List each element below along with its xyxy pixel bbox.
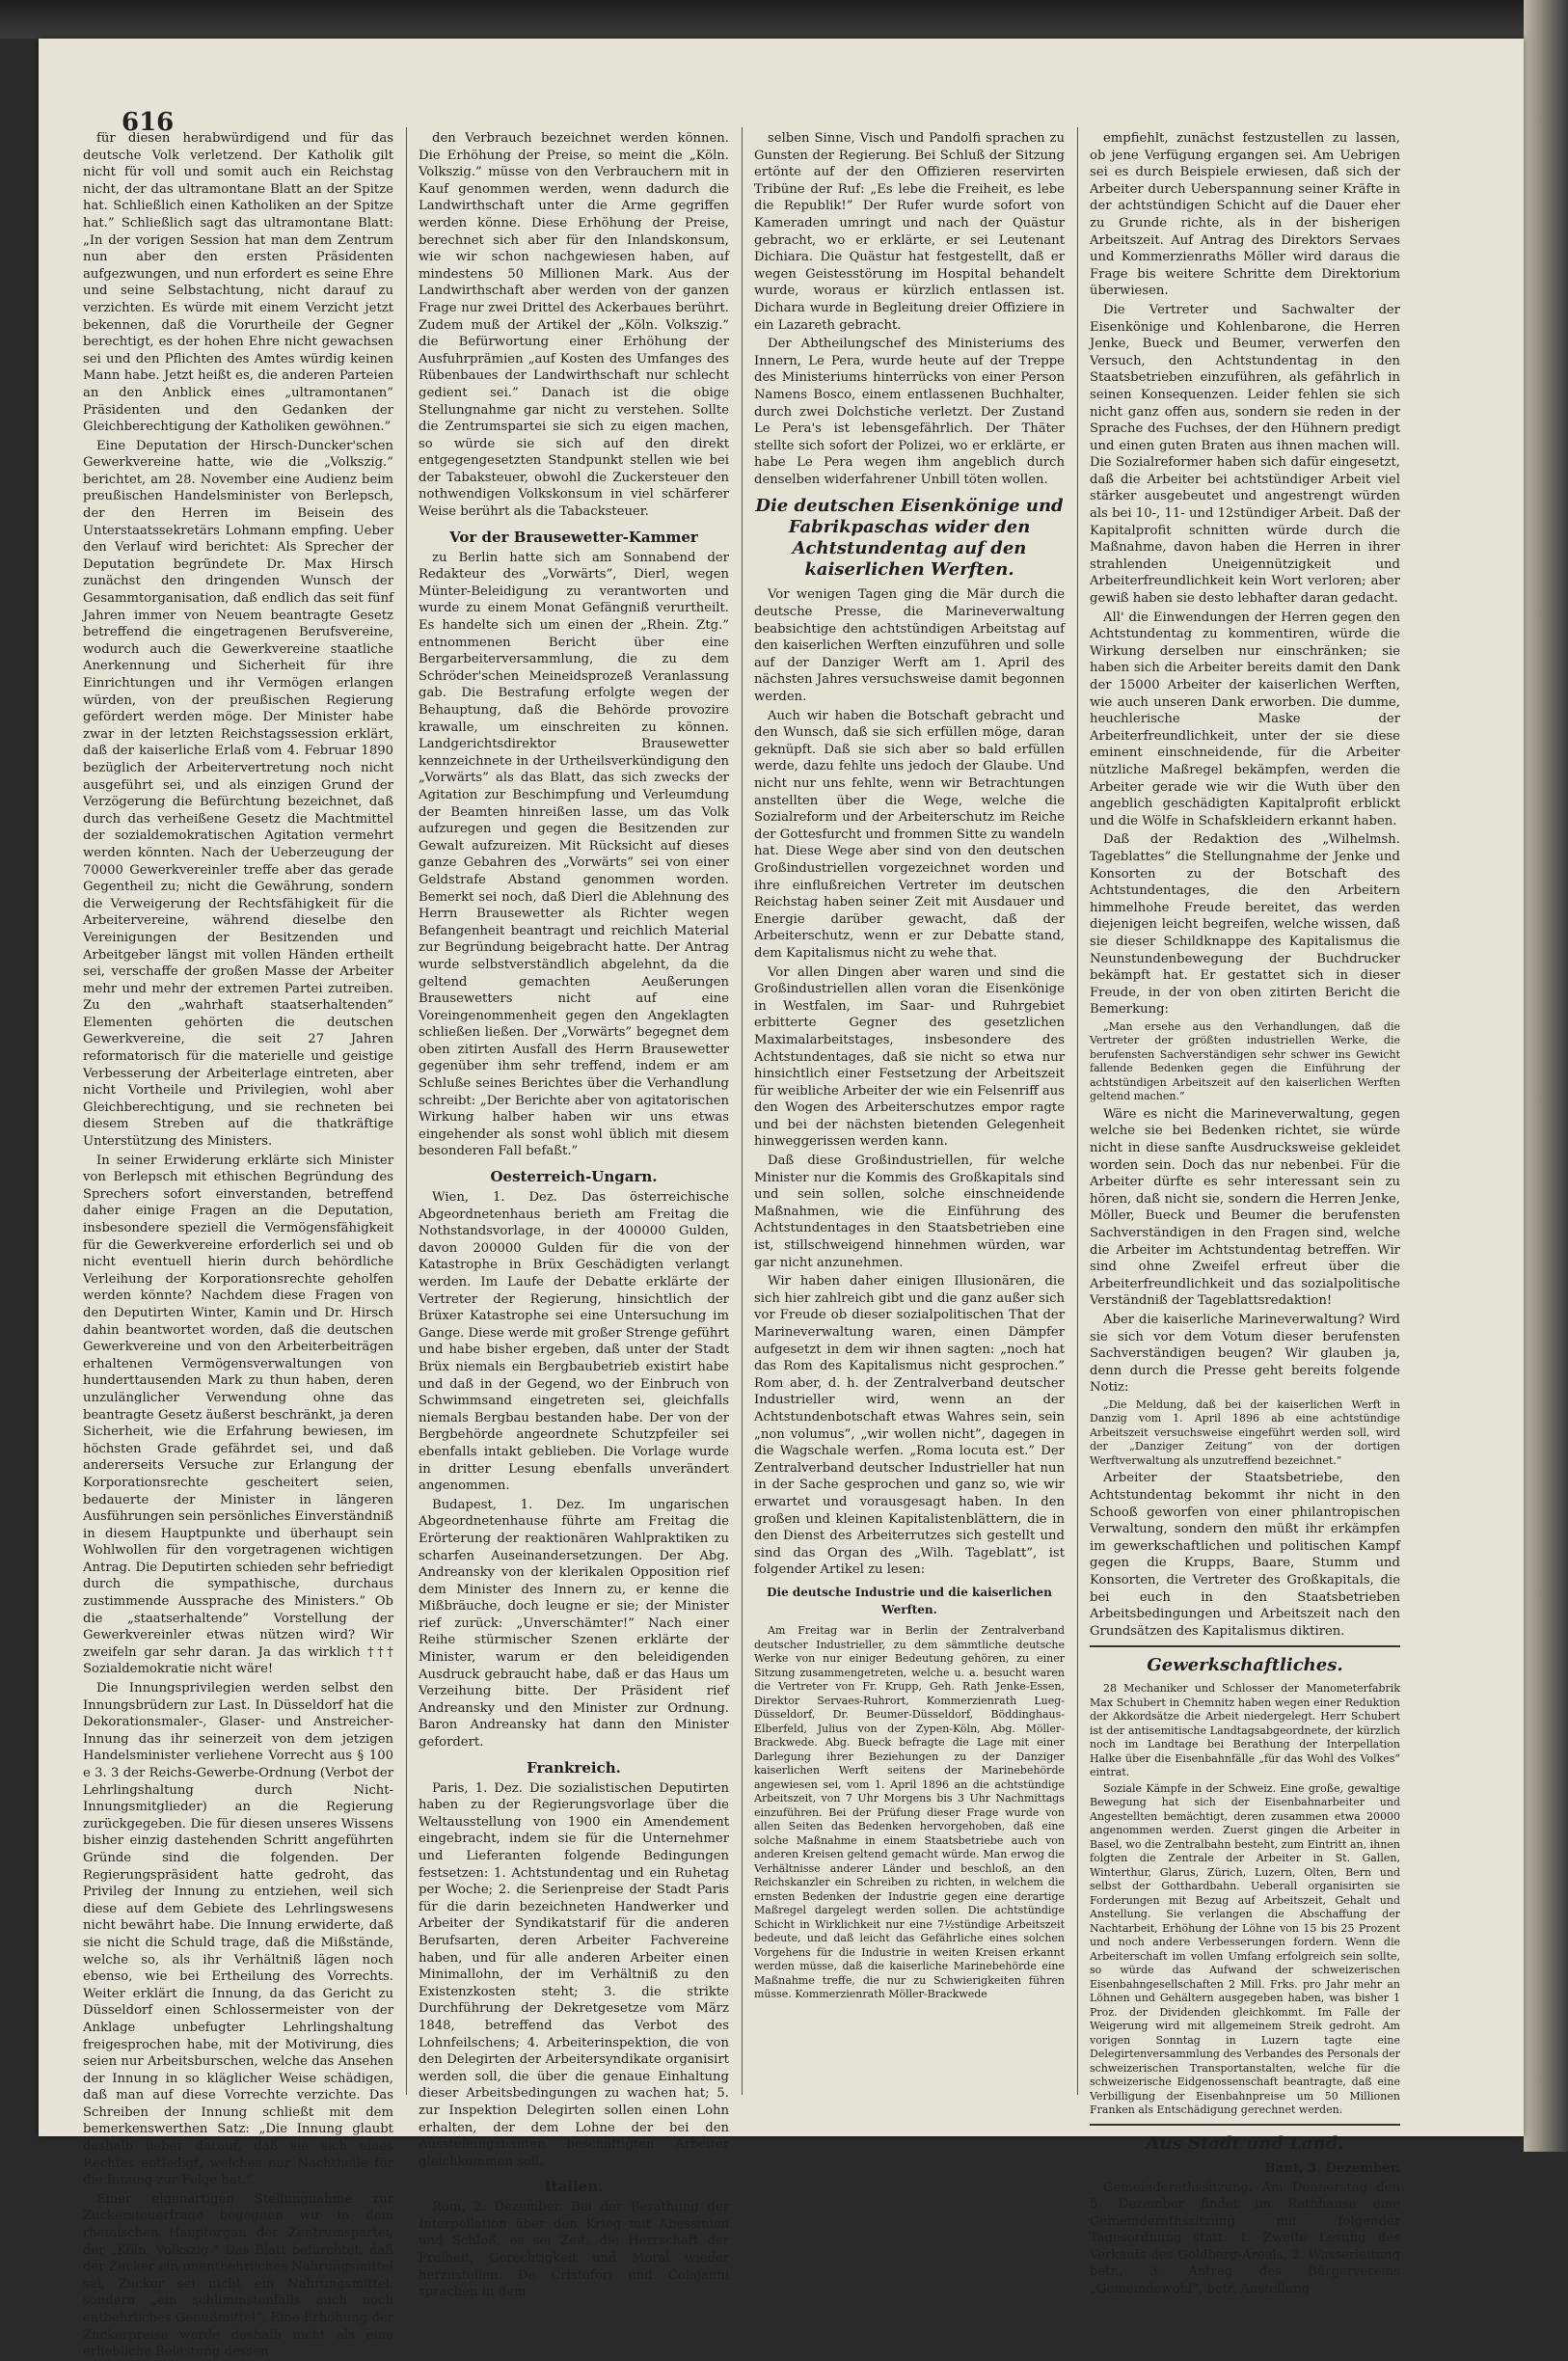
paragraph: In seiner Erwiderung erklärte sich Minister von Berlepsch mit ethischen Begründung des Sprechers sofort einverstanden, betreffend daher einige Fragen an die Deputation, insbesondere speziell die Vermögensfähigkeit für die Gewerkvereine erforderlich sei und ob nicht eventuell hierin durch behördliche Verleihung der Korporationsrechte geholfen werden könnte? Nachdem diese Fragen von den Deputirten Winter, Kamin und Dr. Hirsch dahin beantwortet worden, daß die deutschen Gewerkvereine und von den Arbeiterbeiträgen erhaltenen Vermögensverwaltungen von hunderttausenden Mark zu thun haben, deren unzulänglicher Verwendung ohne das beantragte Gesetz äußerst beschränkt, ja deren Sicherheit, wie die Erfahrung bewiesen, im höchsten Grade gefährdet sei, und daß andererseits Versuche zur Erlangung der Korporationsrechte gescheitert seien, bedauerte der Minister in längeren Ausführungen sein persönliches Einverständniß in diesem Hauptpunkte und überhaupt sein Wohlwollen für den vorgetragenen wichtigen Antrag. Die Deputirten schieden sehr befriedigt durch die sympathische, durchaus zustimmende Aussprache des Ministers.” Ob die „staatserhaltende” Vorstellung der Gewerkvereinler etwas nützen wird? Wir zweifeln gar sehr daran. Ja das wirklich ††† Sozialdemokratie nicht wäre! (83, 1153, 393, 1677)
paragraph: selben Sinne, Visch und Pandolfi sprachen zu Gunsten der Regierung. Bei Schluß der Sitzung ertönte auf der den Offizieren reservirten Tribüne der Ruf: „Es lebe die Freiheit, es lebe die Republik!” Der Rufer wurde sofort von Kameraden umringt und nach der Quästur gebracht, wo er erklärte, er sei Leutenant Dichiara. Die Quästur hat festgestellt, daß er wegen Geistesstörung im Hospital behandelt wurde, woraus er kürzlich entlassen ist. Dichara wurde in Begleitung dreier Offiziere in ein Lazareth gebracht. (754, 131, 1065, 333)
dateline: Bant, 3. Dezember. (1264, 2160, 1400, 2176)
small-print-paragraph: „Die Meldung, daß bei der kaiserlichen Werft in Danzig vom 1. April 1896 ab eine achtstündige Arbeitszeit versuchsweise eingeführt werden soll, wird der „Danziger Zeitung” von der dortigen Werftverwaltung als unzutreffend bezeichnet.” (1090, 1398, 1400, 1467)
article-headline: Aus Stadt und Land. (1146, 2132, 1344, 2154)
column-2 (419, 130, 729, 2300)
column-rule (406, 127, 407, 2095)
section-heading: Oesterreich-Ungarn. (490, 1168, 658, 1186)
page-number: 616 (122, 108, 175, 137)
paragraph: All' die Einwendungen der Herren gegen den Achtstundentag zu kommentiren, würde die Wirkung derselben nur einschränken; sie haben sich die Arbeiter bereits damit den Dank der 15000 Arbeiter der kaiserlichen Werften, wie auch unseren Dank erworben. Die dumme, heuchlerische Maske der Arbeiterfreundlichkeit, unter der sie diese eminent einschneidende, für die Arbeiter nützliche Maßregel bekämpfen, werden die Arbeiter gerade wie wir die Wuth über den angeblich geschädigten Kapitalprofit erblickt und die Wölfe in Schafskleidern erkannt haben. (1090, 610, 1400, 828)
divider (1090, 1645, 1400, 1647)
paragraph: Rom, 2. Dezember. Bei der Berathung der Interpellation über den Krieg mit Abessinien und Schloß, es sei Zeit, die Herrschaft der Freiheit, Gerechtigkeit und Moral wieder herzustellen. De Cristofori und Colajanni sprachen in dem (419, 2200, 729, 2300)
paragraph: für diesen herabwürdigend und für das deutsche Volk verletzend. Der Katholik gilt nicht für voll und somit auch ein Reichstag nicht, der das ultramontane Blatt an der Spitze hat. Schließlich einen Katholiken an der Spitze hat.” Schließlich sagt das ultramontane Blatt: „In der vorigen Session hat man dem Zentrum nun aber den ersten Präsidenten aufgezwungen, und nun erfordert es seine Ehre und seine Selbstachtung, nicht darauf zu verzichten. Es würde mit einem Verzicht jetzt bekennen, daß die Vorurtheile der Gegner berechtigt, es der hohen Ehre nicht gewachsen sei und den Pflichten des Amtes würdig keinen Mann habe. Jetzt heißt es, die anderen Parteien an den Anblick eines „ultramontanen” Präsidenten und den Gedanken der Gleichberechtigung der Katholiken gewöhnen.” (83, 131, 393, 435)
paragraph: empfiehlt, zunächst festzustellen zu lassen, ob jene Verfügung ergangen sei. Am Uebrigen sei es durch Beispiele erwiesen, daß sich der Arbeiter durch Ueberspannung seiner Kräfte in der achtstündigen Schicht auf die Dauer eher zu Grunde richte, als in der bisherigen Arbeitszeit. Auf Antrag des Direktors Servaes und Kommerzienraths Möller wird daraus die Frage bis weitere Schritte dem Direktorium überwiesen. (1090, 131, 1400, 299)
column-1 (83, 130, 393, 2360)
article-headline: Die deutschen Eisenkönige und Fabrikpaschas wider den Achtstundentag auf den kaiserlichen Werften. (755, 496, 1064, 581)
paragraph: Aber die kaiserliche Marineverwaltung? Wird sie sich vor dem Votum dieser berufensten Sachverständigen beugen? Wir glauben ja, denn durch die Presse geht bereits folgende Notiz: (1090, 1313, 1400, 1396)
paragraph: Arbeiter der Staatsbetriebe, den Achtstundentag bekommt ihr nicht in den Schooß geworfen von einer philantropischen Verwaltung, sondern den müßt ihr erkämpfen im gewerkschaftlichen und politischen Kampf gegen die Krupps, Baare, Stumm und Konsorten, die Vertreter des Großkapitals, die bei euch in den Staatsbetrieben Arbeitsbedingungen und Arbeitszeit nach den Grundsätzen des Kapitalismus diktiren. (1090, 1471, 1400, 1639)
paragraph: Die Innungsprivilegien werden selbst den Innungsbrüdern zur Last. In Düsseldorf hat die Dekorationsmaler-, Glaser- und Anstreicher-Innung das ihr seinerzeit von dem jetzigen Handelsminister verliehene Vorrecht aus § 100 e 3. 3 der Reichs-Gewerbe-Ordnung (Verbot der Lehrlingshaltung durch Nicht-Innungsmitglieder) an die Regierung zurückgegeben. Die für diesen unseres Wissens bisher einzig dastehenden Schritt angeführten Gründe sind die folgenden. Der Regierungspräsident hatte gedroht, das Privileg der Innung zu entziehen, weil sich diese auf dem Gebiete des Lehrlingswesens nicht bewährt habe. Die Innung erwiderte, daß sie nicht die Schuld trage, daß die Mißstände, welche so, als ihr Verhältniß lägen noch ebenso, wie bei Ertheilung des Vorrechts. Weiter erklärt die Innung, da das Gericht zu Düsseldorf einen Schlossermeister von der Anklage unbefugter Lehrlingshaltung freigesprochen habe, mit der Motivirung, dies seien nur Arbeitsburschen, welche das Ansehen der Innung in so kläglicher Weise schädigen, daß man auf diese Vorrechte verzichte. Das Schreiben der Innung schließt mit dem bemerkenswerthen Satz: „Die Innung glaubt deshalb lieber darauf, daß sie sich eines Rechtes entledigt, welches nur Nachtheile für die Innung zur Folge hat.” (83, 1681, 393, 2188)
paragraph: Der Abtheilungschef des Ministeriums des Innern, Le Pera, wurde heute auf der Treppe des Ministeriums hinterrücks von einer Person Namens Bosco, einem entlassenen Buchhalter, durch zwei Dolchstiche verletzt. Der Zustand Le Pera's ist lebensgefährlich. Der Thäter stellte sich sofort der Polizei, wo er erklärte, er habe Le Pera wegen ihm angeblich durch denselben widerfahrener Unbill töten wollen. (754, 337, 1065, 487)
paragraph: Paris, 1. Dez. Die sozialistischen Deputirten haben zu der Regierungsvorlage über die Weltausstellung von 1900 ein Amendement eingebracht, indem sie für die Unternehmer und Lieferanten folgende Bedingungen festsetzen: 1. Achtstundentag und ein Ruhetag per Woche; 2. die Serienpreise der Stadt Paris für die darin bezeichneten Handwerker und Arbeiter der Syndikatstarif für die anderen Berufsarten, deren Arbeiter Fachvereine haben, und für alle anderen Arbeiter einen Minimallohn, der im Verhältniß zu den Existenzkosten steht; 3. die strikte Durchführung der Dekretgesetze vom März 1848, betreffend das Verbot des Lohnfeilschens; 4. Arbeiterinspektion, die von den Delegirten der Arbeitersyndikate organisirt werden soll, die über die genaue Einhaltung dieser Arbeitsbedingungen zu wachen hat; 5. zur Inspektion Delegirten sollen einen Lohn erhalten, der dem Lohne der bei den Ausstellungsbauten beschäftigten Arbeiter gleichkommen soll. (419, 1780, 729, 2169)
scan-top-border (0, 0, 1568, 39)
small-print-paragraph: Soziale Kämpfe in der Schweiz. Eine große, gewaltige Bewegung hat sich der Eisenbahnarbeiter und Angestellten bemächtigt, deren zusammen etwa 20000 angenommen werden. Zuerst gingen die Arbeiter in Basel, wo die Zentralbahn besteht, zum Eintritt an, ihnen folgten die Zentrale der Arbeiter in St. Gallen, Winterthur, Glarus, Zürich, Luzern, Olten, Bern und selbst der Gotthardbahn. Ueberall organisirten sie Forderungen mit Bezug auf Arbeitszeit, Gehalt und Anstellung. Sie verlangen die Abschaffung der Nachtarbeit, Erhöhung der Löhne von 15 bis 25 Prozent und noch andere Verbesserungen fordern. Wenn die Arbeiterschaft im vollen Umfang erfolgreich sein sollte, so würde das Aufwand der schweizerischen Eisenbahngesellschaften 2 Mill. Frks. pro Jahr mehr an Löhnen und Gehältern ausgegeben haben, was bisher 1 Proz. der Dividenden gleichkommt. Im Falle der Weigerung wird mit allgemeinem Streik gedroht. Am vorigen Sonntag in Luzern tagte eine Delegirtenversammlung des Verbandes des Personals der schweizerischen Transportanstalten, welche für die schweizerische Eidgenossenschaft beantragte, daß eine Verbilligung der Eisenbahnpreise um 50 Millionen Franken als Entschädigung gerechnet werden. (1090, 1781, 1400, 2117)
column-4 (1090, 130, 1400, 2297)
newspaper-page (39, 39, 1524, 2360)
section-heading: Vor der Brausewetter-Kammer (449, 528, 698, 546)
paragraph: zu Berlin hatte sich am Sonnabend der Redakteur des „Vorwärts”, Dierl, wegen Münter-Beleidigung zu verantworten und wurde zu einem Monat Gefängniß verurtheilt. Es handelte sich um einen der „Rhein. Ztg.” entnommenen Bericht über eine Bergarbeiterversammlung, die zu dem Schröder'schen Meineidsprozeß Veranlassung gab. Die Bestrafung erfolgte wegen der Behauptung, daß die Behörde provozire krawalle, um einschreiten zu können. Landgerichtsdirektor Brausewetter kennzeichnete in der Urtheilsverkündigung den „Vorwärts” als das Blatt, das sich zwecks der Agitation zur Beschimpfung und Verleumdung der Beamten hinreißen lasse, um das Volk aufzuregen und gegen die Besitzenden zur Gewalt aufzureizen. Mit Rücksicht auf dieses ganze Gebahren des „Vorwärts” sei von einer Geldstrafe Abstand genommen worden. Bemerkt sei noch, daß Dierl die Ablehnung des Herrn Brausewetter als Richter wegen Befangenheit beantragt und reichlich Material zur Begründung beigebracht hatte. Der Antrag wurde selbstverständlich abgelehnt, da die geltend gemachten Aeußerungen Brausewetters nicht auf eine Voreingenommenheit gegen den Angeklagten schließen ließen. Der „Vorwärts” begegnet dem oben zitirten Ausfall des Herrn Brausewetter gegenüber ihm sehr treffend, indem er am Schluße seines Berichtes über die Verhandlung schreibt: „Der Berichte aber von agitatorischen Wirkung halber haben wir uns etwas eingehender als sonst wohl üblich mit diesem besonderen Fall befaßt.” (419, 550, 729, 1159)
paragraph: Wien, 1. Dez. Das österreichische Abgeordnetenhaus berieth am Freitag die Nothstandsvorlage, in der 400000 Gulden, davon 200000 Gulden für die von der Katastrophe in Brüx Geschädigten verlangt werden. Im Laufe der Debatte erklärte der Vertreter der Regierung, hinsichtlich der Brüxer Katastrophe sei eine Untersuchung im Gange. Diese werde mit großer Strenge geführt und habe bisher ergeben, daß unter der Stadt Brüx niemals ein Bergbaubetrieb existirt habe und daß in der Gegend, wo der Einbruch von Schwimmsand eingetreten sei, gleichfalls niemals Bergbau bestanden habe. Der von der Bergbehörde angeordnete Schutzpfeiler sei ebenfalls intakt geblieben. Die Vorlage wurde in dritter Lesung ebenfalls unverändert angenommen. (419, 1190, 729, 1494)
paragraph: Daß diese Großindustriellen, für welche Minister nur die Kommis des Großkapitals sind und sein sollen, solche einschneidende Maßnahmen, wie die Einführung des Achtstundentages in den Staatsbetrieben eine ist, stillschweigend hinnehmen würden, war gar nicht anzunehmen. (754, 1153, 1065, 1270)
column-rule (1077, 127, 1078, 2095)
paragraph: Budapest, 1. Dez. Im ungarischen Abgeordnetenhause führte am Freitag die Erörterung der reaktionären Wahlpraktiken zu scharfen Auseinandersetzungen. Der Abg. Andreansky von der klerikalen Opposition rief dem Minister des Innern zu, er kenne die Mißbräuche, doch leugne er sie; der Minister rief zurück: „Unverschämter!” Nach einer Reihe stürmischer Szenen erklärte der Minister, warum er den beleidigenden Ausdruck gebraucht habe, daß er das Haus um Verzeihung bitte. Der Präsident rief Andreansky und den Minister zur Ordnung. Baron Andreansky hat dann den Minister gefordert. (419, 1497, 729, 1750)
small-print-paragraph: „Man ersehe aus den Verhandlungen, daß die Vertreter der größten industriellen Werke, die berufensten Sachverständigen sehr schwer ins Gewicht fallende Bedenken gegen die Einführung der achtstündigen Arbeitszeit auf den kaiserlichen Werften geltend machen.” (1090, 1019, 1400, 1103)
paragraph: Eine Deputation der Hirsch-Duncker'schen Gewerkvereine hatte, wie die „Volkszig.” berichtet, am 28. November eine Audienz beim preußischen Handelsminister von Berlepsch, der den Herren im Beisein des Unterstaatssekretärs Lohmann empfing. Ueber den Verlauf wird berichtet: Als Sprecher der Deputation begründete Dr. Max Hirsch zunächst den dringenden Wunsch der Gesammtorganisation, daß endlich das seit fünf Jahren immer von Neuem beantragte Gesetz betreffend die eingetragenen Berufsvereine, wodurch auch die Gewerkvereine staatliche Anerkennung und Sicherheit für ihre Einrichtungen und ihr Vermögen erlangen würden, von der preußischen Regierung gefördert werden möge. Der Minister habe zwar in der letzten Reichstagssession erklärt, daß der kaiserliche Erlaß vom 4. Februar 1890 bezüglich der Arbeitervertretung noch nicht ausgeführt sei, und als einzigen Grund der Verzögerung die Befürchtung bezeichnet, daß durch das verheißene Gesetz die Machtmittel der sozialdemokratischen Agitation vermehrt werden könnten. Nach der Ueberzeugung der 70000 Gewerkvereinler treffe aber das gerade Gegentheil zu; nicht die Gewährung, sondern die Verweigerung der Rechtsfähigkeit für die Arbeitervereine, während dieselbe den Vereinigungen der Besitzenden und Arbeitgeber längst mit vollen Händen ertheilt sei, verschaffe der großen Masse der Arbeiter mehr und mehr der extremen Partei zutreiben. Zu den „wahrhaft staatserhaltenden” Elementen gehörten die deutschen Gewerkvereine, die seit 27 Jahren reformatorisch für die materielle und geistige Verbesserung der Arbeiterlage eintreten, aber nicht Vortheile und Privilegien, wohl aber Gleichberechtigung, und sie rechneten bei diesem Streben auf die thatkräftige Unterstützung des Ministers. (83, 438, 393, 1150)
paragraph: Wäre es nicht die Marineverwaltung, gegen welche sie bei Bedenken richtet, sie würde nicht in diese sanfte Ausdrucksweise gekleidet worden sein. Doch das nur nebenbei. Für die Arbeiter dürfte es sehr interessant sein zu hören, daß nicht sie, sondern die Herren Jenke, Möller, Bueck und Beumer die berufensten Sachverständigen in den Fragen sind, welche die Arbeiter im Achtstundentag betreffen. Wir sind ohne Zweifel erfreut über die Arbeiterfreundlichkeit und das sozialpolitische Verständniß der Tageblattsredaktion! (1090, 1106, 1400, 1309)
paragraph: Die Vertreter und Sachwalter der Eisenkönige und Kohlenbarone, die Herren Jenke, Bueck und Beumer, verwerfen den Versuch, den Achtstundentag in den Staatsbetrieben einzuführen, als gefährlich in seinen Konsequenzen. Leider fehlen sie sich nicht ganz offen aus, sondern sie reden in der Sprache des Fuchses, der den Hühnern predigt und einen guten Braten aus ihnen machen will. Die Sozialreformer haben sich dafür eingesetzt, daß die Arbeiter bei achtstündiger Arbeit viel stärker ausgebeutet und angestrengt würden als bei 10-, 11- und 12stündiger Arbeit. Daß der Kapitalprofit schnitten würde durch die Maßnahme, davon haben die Herren in ihrer strahlenden Uneigennützigkeit und Arbeiterfreundlichkeit kein Wort verloren; aber gewiß haben sie desto lebhafter daran gedacht. (1090, 302, 1400, 607)
paragraph: Vor wenigen Tagen ging die Mär durch die deutsche Presse, die Marineverwaltung beabsichtige den achtstündigen Arbeitstag auf den kaiserlichen Werften einzuführen und solle auf der Danziger Werft am 1. April des nächsten Jahres versuchsweise damit begonnen werden. (754, 587, 1065, 705)
paragraph: den Verbrauch bezeichnet werden können. Die Erhöhung der Preise, so meint die „Köln. Volkszig.” müsse von den Verbrauchern mit in Kauf genommen werden, wenn dadurch die Landwirthschaft unter die Arme gegriffen werden könne. Diese Erhöhung der Preise, berechnet sich aber für den Inlandskonsum, wie wir schon nachgewiesen haben, auf mindestens 50 Millionen Mark. Aus der Landwirthschaft aber werden von der ganzen Frage nur zwei Drittel des Ackerbaues berührt. Zudem muß der Artikel der „Köln. Volkszig.” die Befürwortung einer Erhöhung der Ausfuhrprämien „auf Kosten des Umfanges des Rübenbaues der Landwirthschaft nur schlecht gedient sei.” Danach ist die obige Stellungnahme gar nicht zu verstehen. Sollte die Zentrumspartei sie sich zu eigen machen, so würde sie sich auf den direkt entgegengesetzten Standpunkt stellen wie bei der Tabaksteuer, obwohl die Zuckersteuer den nothwendigen Volkskonsum in viel schärferer Weise berührt als die Tabacksteuer. (419, 131, 729, 520)
section-heading: Italien. (544, 2178, 604, 2196)
scan-right-edge (1524, 0, 1568, 2152)
article-headline: Gewerkschaftliches. (1147, 1655, 1343, 1676)
section-heading: Frankreich. (527, 1758, 621, 1777)
divider (1090, 2124, 1400, 2126)
article-subheading: Die deutsche Industrie und die kaiserlichen Werften. (767, 1585, 1052, 1616)
paragraph: Daß der Redaktion des „Wilhelmsh. Tageblattes” die Stellungnahme der Jenke und Konsorten zu der Botschaft des Achtstundentages, die den Arbeitern himmelhohe Freude bereitet, das werden diejenigen leicht begreifen, welche wissen, daß sie dieser Schildknappe des Kapitalismus die Neunstundenbewegung der Buchdrucker bekämpft hat. Er gestattet sich in dieser Freude, in der von oben zitirten Bericht die Bemerkung: (1090, 832, 1400, 1018)
paragraph: Auch wir haben die Botschaft gebracht und den Wunsch, daß sie sich erfüllen möge, daran geknüpft. Daß sie sich aber so bald erfüllen werde, dazu fehlte uns jedoch der Glaube. Und nicht nur uns fehlte, wenn wir Betrachtungen anstellten über die Wege, welche die Sozialreform und der Arbeiterschutz im Reiche der Gottesfurcht und frommen Sitte zu wandeln hat. Diese Wege aber sind von den deutschen Großindustriellen vorgezeichnet worden und ihre einflußreichen Vertreter im deutschen Reichstag haben seiner Zeit mit Ausdauer und Energie darüber gewacht, daß der Arbeiterschutz, wenn er zur Debatte stand, dem Kapitalismus nicht zu wehe that. (754, 708, 1065, 961)
column-3 (754, 130, 1065, 2088)
paragraph: Einer eigenartigen Stellungnahme zur Zuckersteuerfrage begegnen wir in dem rheinischen Hauptorgan der Zentrumspartei, der „Köln. Volkszig.” Das Blatt befürchtet, daß der Zucker ein unentbehrliches Nahrungsmittel sei, Zucker sei nicht ein Nahrungsmittel, sondern „ein schlimmstenfalls auch noch entbehrliches Genußmittel”. Eine Erhöhung der Zuckerpreise werde deshalb nicht als eine erhebliche Belastung dessen (83, 2191, 393, 2360)
paragraph: Gemeinderathssitzung. Am Donnerstag den 5. Dezember findet im Rathhause eine Gemeinderathssitzung mit folgender Tagesordnung statt: 1. Zweite Lesung des Verkaufs des Goldberg-Areals, 2. Wasserleitung betr., 3. Antrag des Bürgervereins „Gemeindewohl”, betr. Anstellung (1090, 2180, 1400, 2297)
paragraph: Vor allen Dingen aber waren und sind die Großindustriellen allen voran die Eisenkönige in Westfalen, im Saar- und Ruhrgebiet erbitterte Gegner des gesetzlichen Maximalarbeitstages, insbesondere des Achtstundentages, daß sie nicht so etwa nur hinsichtlich einer Festsetzung der Arbeitszeit für weibliche Arbeiter der wie ein Felsenriff aus den Wogen des Arbeiterschutzes empor ragte und bei der nächsten bietenden Gelegenheit hinweggerissen werden kann. (754, 964, 1065, 1150)
column-rule (742, 127, 743, 2095)
small-print-paragraph: 28 Mechaniker und Schlosser der Manometerfabrik Max Schubert in Chemnitz haben wegen einer Reduktion der Akkordsätze die Arbeit niedergelegt. Herr Schubert ist der antisemitische Landtagsabgeordnete, der kürzlich noch im Landtage bei Berathung der Interpellation Halke über die Eisenbahnfälle „für das Wohl des Volkes” eintrat. (1090, 1682, 1400, 1779)
paragraph: Wir haben daher einigen Illusionären, die sich hier zahlreich gibt und die ganz außer sich vor Freude ob dieser sozialpolitischen That der Marineverwaltung waren, einen Dämpfer aufgesetzt in dem wir ihnen sagten: „noch hat das Rom des Kapitalismus nicht gesprochen.” Rom aber, d. h. der Zentralverband deutscher Industrieller wird, wenn an der Achtstundenbotschaft etwas Wahres sein, sein „non volumus”, „wir wollen nicht”, dagegen in die Wagschale werfen. „Roma locuta est.” Der Zentralverband deutscher Industrieller hat nun in der Sache gesprochen und ganz so, wie wir erwartet und vorausgesagt haben. In den großen und kleinen Kapitalistenblättern, die in den Dienst des Arbeiterrutzes sich gestellt und sind das Organ des „Wilh. Tageblatt”, ist folgender Artikel zu lesen: (754, 1274, 1065, 1578)
small-print-paragraph: Am Freitag war in Berlin der Zentralverband deutscher Industrieller, zu dem sämmtliche deutsche Werke von nur einiger Bedeutung gehören, zu einer Sitzung zusammengetreten, welche u. a. besucht waren die Vertreter von Fr. Krupp, Geh. Rath Jenke-Essen, Direktor Servaes-Ruhrort, Kommerzienrath Lueg-Düsseldorf, Dr. Beumer-Düsseldorf, Böddinghaus-Elberfeld, Julius von der Zypen-Köln, Abg. Möller-Brackwede. Abg. Bueck befragte die Lage mit einer Darlegung ihrer Beziehungen zu der Danziger kaiserlichen Werft seitens der Marinebehörde angewiesen sei, vom 1. April 1896 an die achtstündige Arbeitszeit, von 7 Uhr Morgens bis 3 Uhr Nachmittags einzuführen. Bei der Prüfung dieser Frage wurde von allen Seiten das Bedenken hervorgehoben, daß eine solche Maßnahme in einem Staatsbetriebe auch von anderen Kreisen geltend gemacht würde. Man erwog die Verhältnisse anderer Länder und beschloß, an den Reichskanzler ein Schreiben zu richten, in welchem die ernsten Bedenken der Industrie gegen eine derartige Maßregel dargelegt werden sollen. Die achtstündige Schicht in Wirklichkeit nur eine 7½stündige Arbeitszeit bedeute, und daß leicht das Gefährliche eines solchen Vorgehens für die Industrie in weiten Kreisen erkannt werden müsse, daß die kaiserliche Marinebehörde eine Maßnahme treffe, die nur zu Schwierigkeiten führen müsse. Kommerzienrath Möller-Brackwede (754, 1624, 1065, 2001)
